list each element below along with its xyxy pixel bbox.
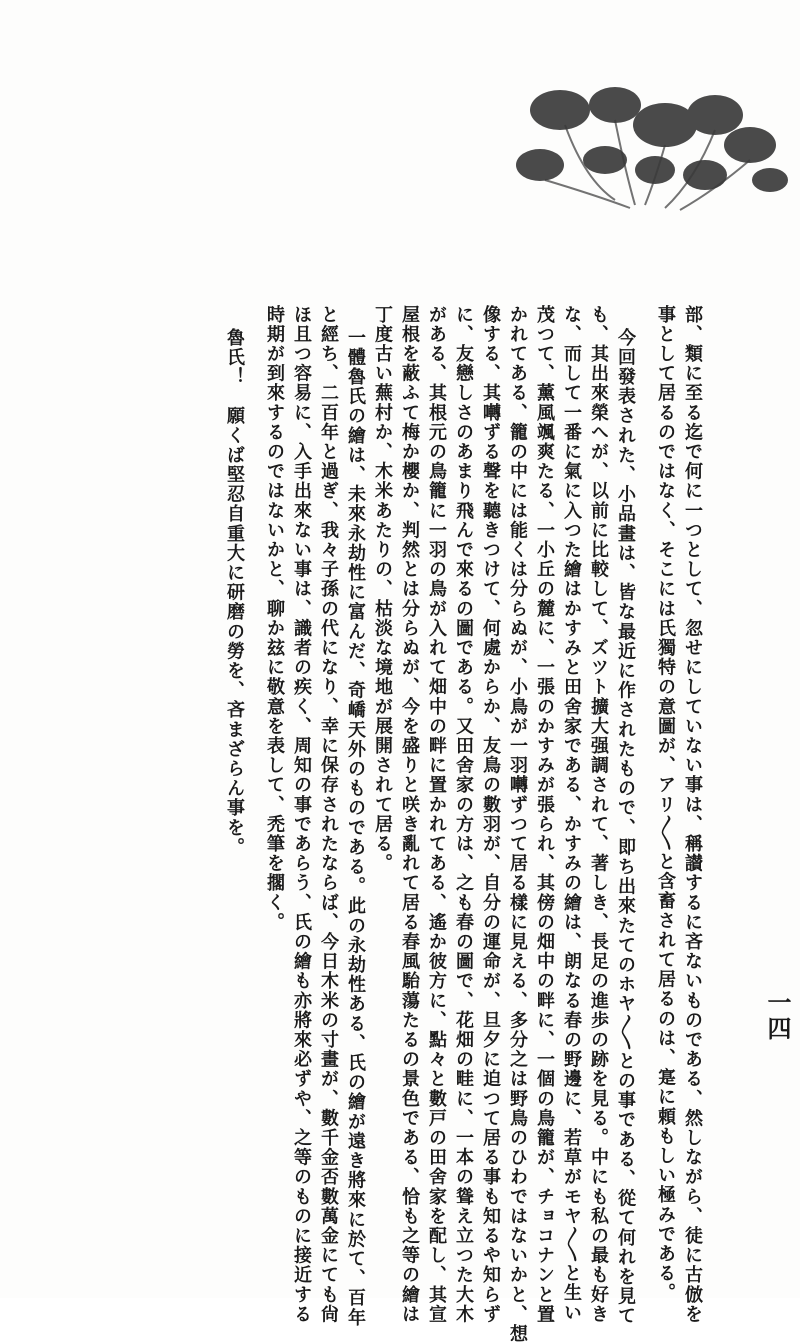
text-column-16: 時期が到來するのではないかと、聊か玆に敬意を表して、禿筆を擱く。	[264, 305, 285, 933]
text-column-10: がある、其根元の鳥籠に一羽の鳥が入れて畑中の畔に置かれてある、遙か彼方に、點々と數戸の田舍家を配し、其宣	[426, 305, 447, 1325]
text-column-1: 部、類に至る迄で何に一つとして、忽せにしていない事は、稱讃するに吝ないものである、然しながら、徒に古倣を	[682, 305, 703, 1325]
text-column-2: 事として居るのではなく、そこには氏獨特の意圖が、アリ〱と含畜されて居るのは、寔に頼もしい極みである。	[655, 305, 676, 1303]
text-column-6: 茂つて、薰風颯爽たる、一小丘の麓に、一張のかすみが張られ、其傍の畑中の畔に、一個の鳥籠が、チョコナンと置	[534, 305, 555, 1325]
text-column-15: ほ且つ容易に、入手出來ない事は、識者の疾く、周知の事であらう、氏の繪も亦將來必ずや、之等のものに接近する	[291, 305, 312, 1325]
text-column-11: 屋根を蔽ふて梅か櫻か、判然とは分らぬが、今を盛りと咲き亂れて居る春風駘蕩たるの景色である、恰も之等の繪は	[399, 305, 420, 1325]
text-column-7: かれてある、籠の中には能くは分らぬが、小鳥が一羽囀ずつて居る樣に見える、多分之は野鳥のひわではないかと、想	[507, 305, 528, 1344]
text-column-14: と經ち、二百年と過ぎ、我々子孫の代になり、幸に保存されたならば、今日木米の寸畫が、數千金否數萬金にても尙	[318, 305, 339, 1325]
ink-illustration-svg	[505, 70, 795, 220]
text-column-8: 像する、其囀ずる聲を聽きつけて、何處からか、友鳥の數羽が、自分の運命が、旦夕に迫つて居る事も知るや知らず	[480, 305, 501, 1325]
text-column-12: 丁度古い蕪村か、木米あたりの、枯淡な境地が展開されて居る。	[372, 305, 393, 874]
text-column-9: に、友戀しさのあまり飛んで來るの圖である。又田舍家の方は、之も春の圖で、花畑の畦に、一本の聳え立つた大木	[453, 305, 474, 1325]
text-column-3: 今回發表された、小品畫は、皆な最近に作されたもので、即ち出來たてのホヤ〱との事である、從て何れを見て	[615, 328, 636, 1326]
ink-wash-grass-icon	[505, 70, 795, 220]
text-column-5: な、而して一番に氣に入つた繪はかすみと田舍家である、かすみの繪は、朗なる春の野邊に、若草がモヤ〱と生い	[561, 305, 582, 1323]
page-number: 一四	[763, 990, 792, 1042]
text-column-4: も、其出來榮へが、以前に比較して、ズツト擴大强調されて、著しき、長足の進歩の跡を見る。中にも私の最も好き	[588, 305, 609, 1325]
text-column-17: 魯氏！ 願くば堅忍自重大に研磨の勞を、吝まざらん事を。	[224, 328, 245, 858]
text-column-13: 一體魯氏の繪は、未來永劫性に富んだ、奇嶠天外のものである。此の永劫性ある、氏の繪が遠き將來に於て、百年	[345, 328, 366, 1328]
